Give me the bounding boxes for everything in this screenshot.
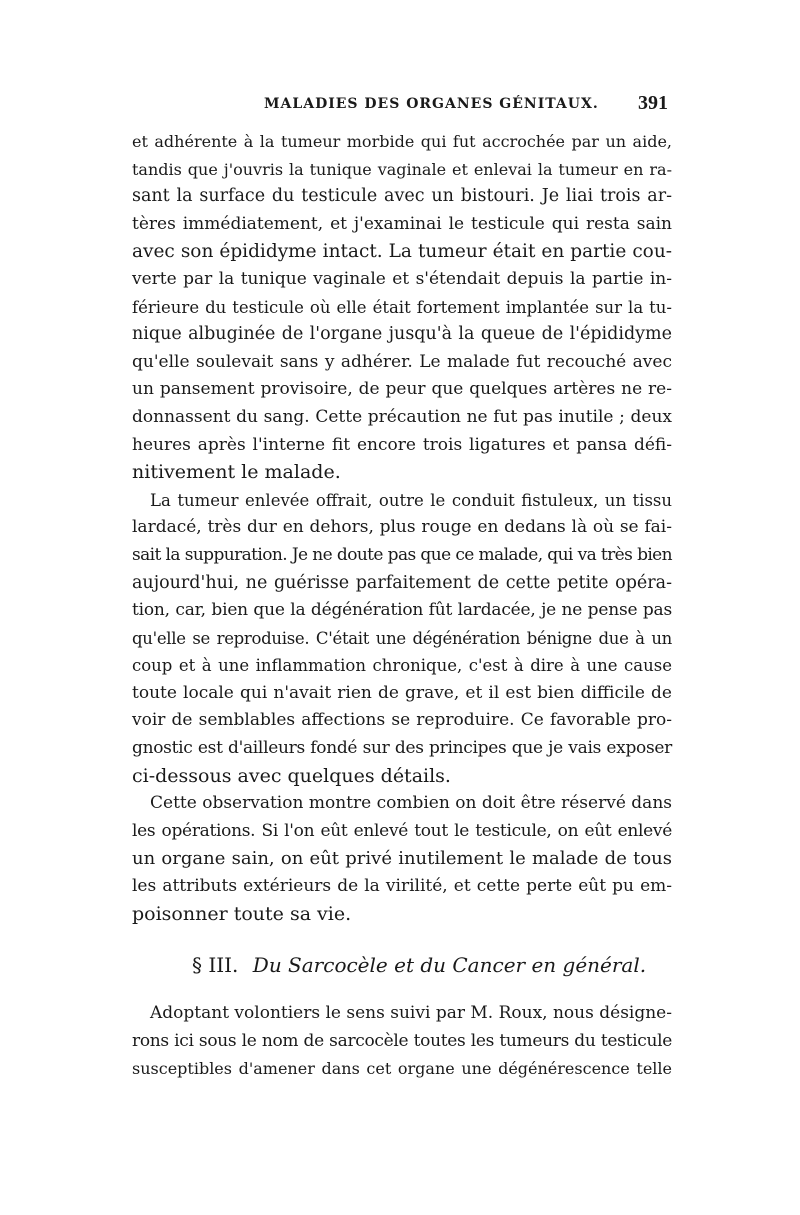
page-header [132,92,672,122]
text-line: aujourd'hui, ne guérisse parfaitement de cette petite opéra- [132,572,672,593]
text-line: tandis que j'ouvris la tunique vaginale et enlevai la tumeur en ra- [132,159,672,179]
paragraph-4 [132,1000,672,1083]
text-line: tères immédiatement, et j'examinai le testicule qui resta sain [132,213,672,234]
text-line: un pansement provisoire, de peur que quelques artères ne re- [132,379,672,400]
text-line: lardacé, très dur en dehors, plus rouge en dedans là où se fai- [132,517,672,538]
text-line: qu'elle se reproduise. C'était une dégénération bénigne due à un [132,628,672,648]
paragraph-3 [132,790,672,928]
text-line: coup et à une inflammation chronique, c'est à dire à une cause [132,656,672,676]
text-line: ci-dessous avec quelques détails. [132,764,451,787]
text-line: tion, car, bien que la dégénération fût lardacée, je ne pense pas [132,600,672,621]
paragraph-2 [132,487,672,791]
running-head: MALADIES DES ORGANES GÉNITAUX. [264,96,599,112]
text-line: toute locale qui n'avait rien de grave, et il est bien difficile de [132,682,672,703]
text-line: Cette observation montre combien on doit être réservé dans [150,793,672,814]
text-line: les attributs extérieurs de la virilité, et cette perte eût pu em- [132,876,672,897]
book-page [132,92,672,1083]
paragraph-1 [132,128,672,487]
text-line: les opérations. Si l'on eût enlevé tout le testicule, on eût enlevé [132,820,672,841]
text-line: nitivement le malade. [132,461,341,484]
text-line: et adhérente à la tumeur morbide qui fut accrochée par un aide, [132,132,672,151]
text-line: Adoptant volontiers le sens suivi par M. Roux, nous désigne- [150,1003,672,1024]
text-line: susceptibles d'amener dans cet organe une dégénérescence telle [132,1059,672,1079]
text-line: avec son épididyme intact. La tumeur était en partie cou- [132,241,672,263]
text-line: sait la suppuration. Je ne doute pas que ce malade, qui va très bien [132,544,672,565]
text-line: qu'elle soulevait sans y adhérer. Le malade fut recouché avec [132,351,672,372]
section-title: Du Sarcocèle et du Cancer en général. [252,953,647,978]
text-line: nique albuginée de l'organe jusqu'à la queue de l'épididyme [132,324,672,345]
section-number: § III. [192,953,239,978]
text-line: rons ici sous le nom de sarcocèle toutes les tumeurs du testicule [132,1030,672,1051]
text-line: sant la surface du testicule avec un bistouri. Je liai trois ar- [132,186,672,207]
text-line: La tumeur enlevée offrait, outre le conduit fistuleux, un tissu [150,490,672,510]
text-line: un organe sain, on eût privé inutilement le malade de tous [132,848,672,870]
text-line: verte par la tunique vaginale et s'étendait depuis la partie in- [132,268,672,289]
text-line: gnostic est d'ailleurs fondé sur des principes que je vais exposer [132,738,672,759]
text-line: férieure du testicule où elle était fortement implantée sur la tu- [132,297,672,317]
text-line: poisonner toute sa vie. [132,902,352,925]
page-number: 391 [638,92,668,114]
text-line: voir de semblables affections se reproduire. Ce favorable pro- [132,710,672,731]
text-line: donnassent du sang. Cette précaution ne fut pas inutile ; deux [132,406,672,427]
body-text [132,128,672,1083]
section-heading [132,950,672,980]
text-line: heures après l'interne fit encore trois ligatures et pansa défi- [132,434,672,455]
